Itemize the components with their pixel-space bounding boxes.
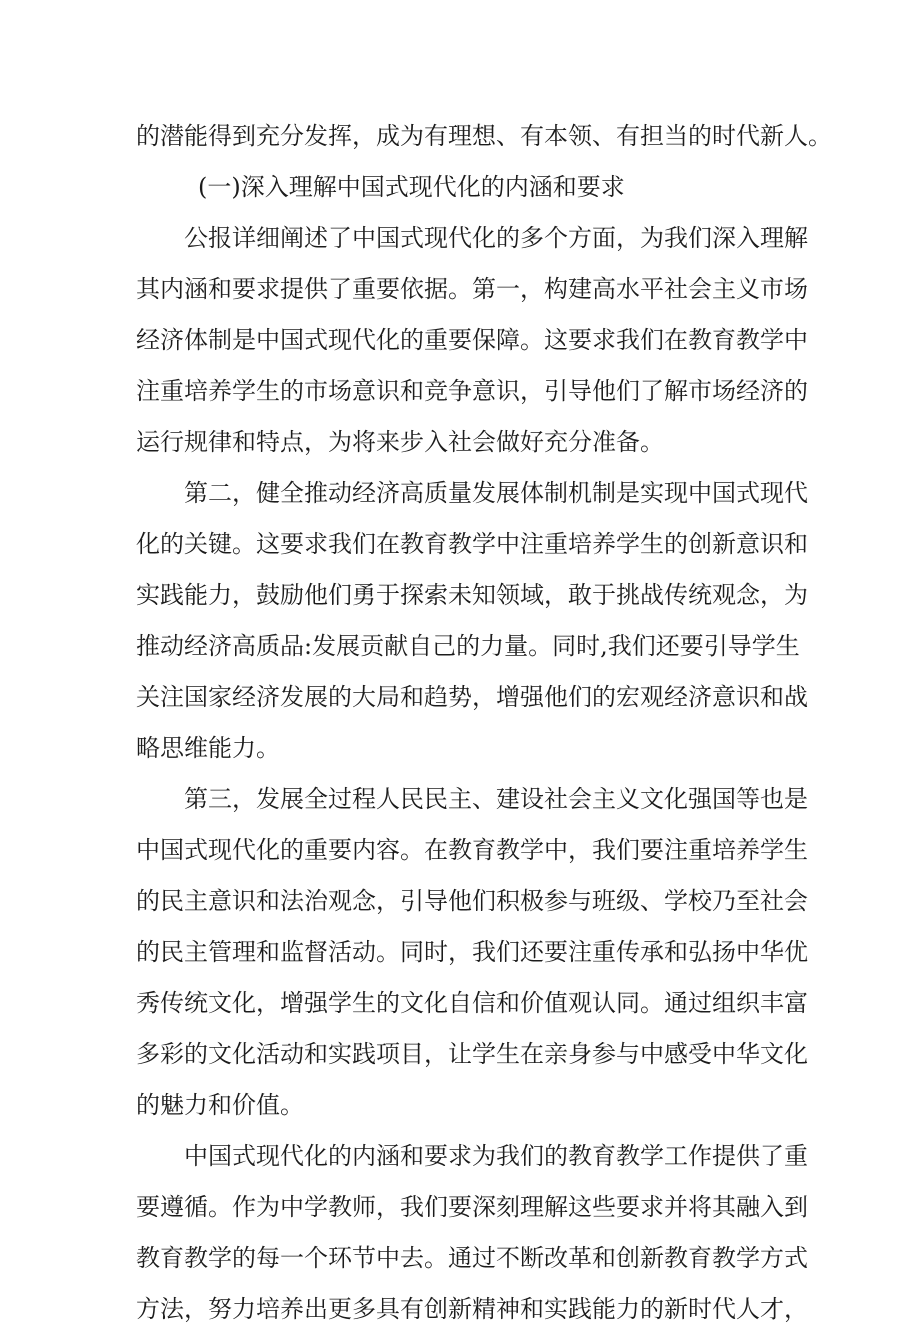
continuation-line: 的潜能得到充分发挥，成为有理想、有本领、有担当的时代新人。	[136, 122, 832, 150]
paragraph-1-line-4: 注重培养学生的市场意识和竞争意识，引导他们了解市场经济的	[136, 377, 808, 405]
document-body	[136, 111, 832, 1335]
paragraph-3-line-4: 的民主管理和监督活动。同时，我们还要注重传承和弘扬中华优	[136, 938, 808, 966]
paragraph-2-line-4: 推动经济高质品:发展贡献自己的力量。同时,我们还要引导学生	[136, 632, 800, 660]
paragraph-3-line-5: 秀传统文化，增强学生的文化自信和价值观认同。通过组织丰富	[136, 989, 808, 1017]
paragraph-3-line-3: 的民主意识和法治观念，引导他们积极参与班级、学校乃至社会	[136, 887, 808, 915]
paragraph-1-line-1: 公报详细阐述了中国式现代化的多个方面，为我们深入理解	[184, 224, 808, 252]
section-heading: (一)深入理解中国式现代化的内涵和要求	[198, 173, 625, 201]
paragraph-3-line-7: 的魅力和价值。	[136, 1091, 304, 1119]
paragraph-2-line-1: 第二，健全推动经济高质量发展体制机制是实现中国式现代	[184, 479, 808, 507]
paragraph-1-line-2: 其内涵和要求提供了重要依据。第一，构建高水平社会主义市场	[136, 275, 808, 303]
paragraph-2-line-3: 实践能力，鼓励他们勇于探索未知领域，敢于挑战传统观念，为	[136, 581, 808, 609]
paragraph-4-line-1: 中国式现代化的内涵和要求为我们的教育教学工作提供了重	[184, 1142, 808, 1170]
paragraph-3-line-2: 中国式现代化的重要内容。在教育教学中，我们要注重培养学生	[136, 836, 808, 864]
paragraph-2-line-5: 关注国家经济发展的大局和趋势，增强他们的宏观经济意识和战	[136, 683, 808, 711]
paragraph-2-line-6: 略思维能力。	[136, 734, 280, 762]
paragraph-3-line-6: 多彩的文化活动和实践项目，让学生在亲身参与中感受中华文化	[136, 1040, 808, 1068]
paragraph-4-line-4: 方法，努力培养出更多具有创新精神和实践能力的新时代人才，	[136, 1295, 808, 1323]
paragraph-3-line-1: 第三，发展全过程人民民主、建设社会主义文化强国等也是	[184, 785, 808, 813]
paragraph-4-line-2: 要遵循。作为中学教师，我们要深刻理解这些要求并将其融入到	[136, 1193, 808, 1221]
paragraph-1-line-5: 运行规律和特点，为将来步入社会做好充分准备。	[136, 428, 664, 456]
paragraph-4-line-3: 教育教学的每一个环节中去。通过不断改革和创新教育教学方式	[136, 1244, 808, 1272]
paragraph-2-line-2: 化的关键。这要求我们在教育教学中注重培养学生的创新意识和	[136, 530, 808, 558]
paragraph-1-line-3: 经济体制是中国式现代化的重要保障。这要求我们在教育教学中	[136, 326, 808, 354]
